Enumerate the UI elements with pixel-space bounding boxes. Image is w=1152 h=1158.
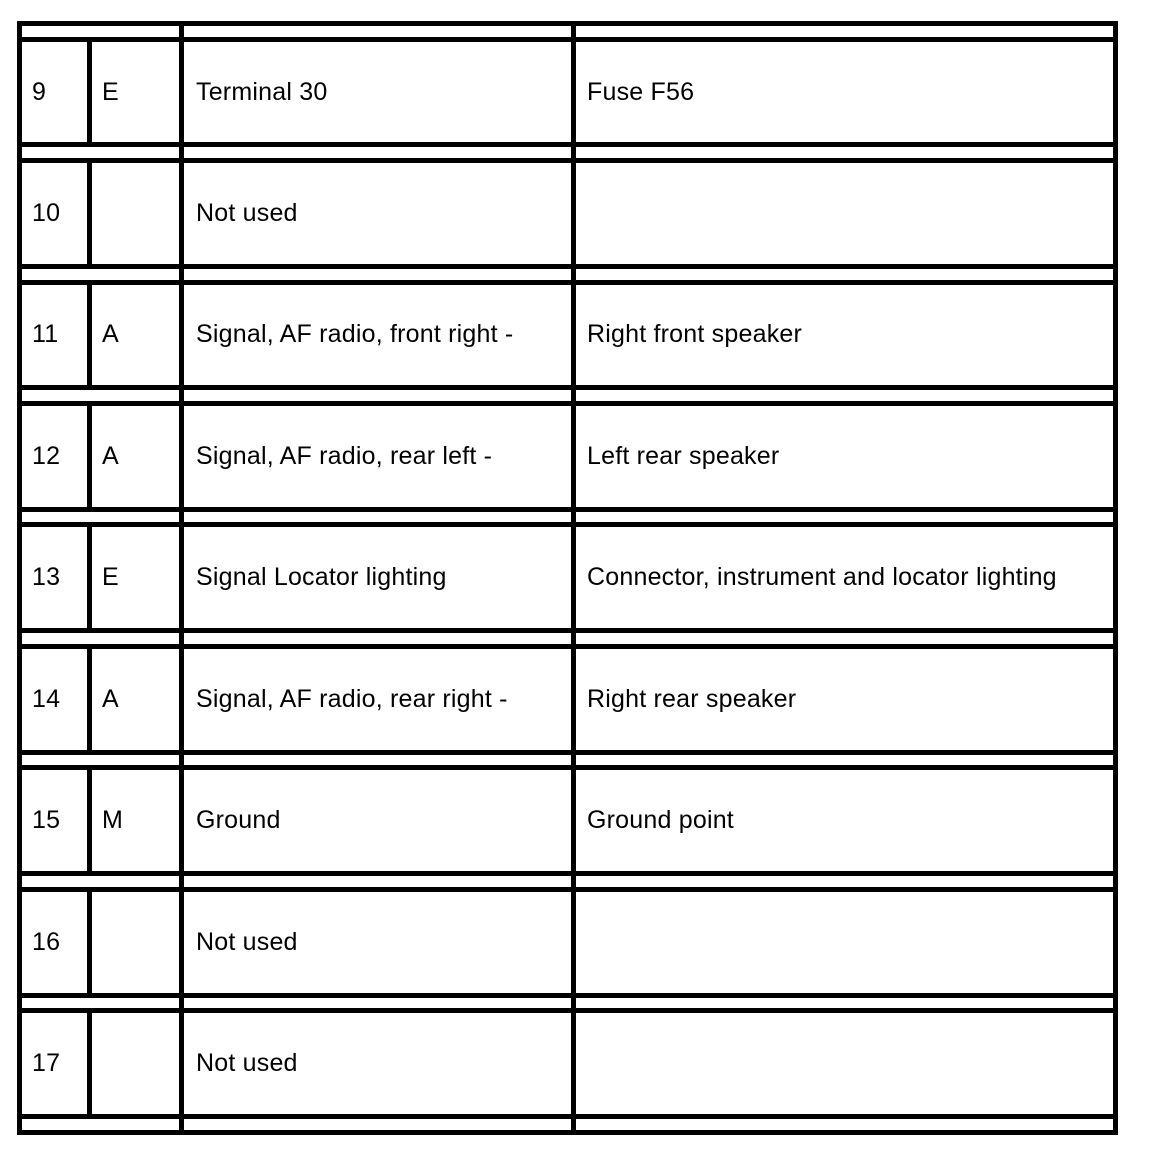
destination-cell [574, 161, 1116, 267]
table-row-pin-14 [20, 646, 1116, 752]
pin-cell [20, 995, 182, 1011]
destination-cell [574, 1011, 1116, 1117]
pin-cell: 9 [20, 39, 90, 145]
description-cell: Not used [182, 1011, 574, 1117]
description-cell: Not used [182, 889, 574, 995]
table-row-spacer [20, 1117, 1116, 1133]
type-cell: A [90, 282, 182, 388]
description-cell: Signal, AF radio, rear left - [182, 403, 574, 509]
table-row-spacer [20, 24, 1116, 40]
destination-cell [574, 266, 1116, 282]
description-cell [182, 145, 574, 161]
pin-cell [20, 266, 182, 282]
pin-cell [20, 24, 182, 40]
pin-assignment-table [17, 21, 1118, 1135]
type-cell [90, 1011, 182, 1117]
table-body [20, 24, 1116, 1133]
table-row-pin-10 [20, 161, 1116, 267]
destination-cell: Connector, instrument and locator lighting [574, 525, 1116, 631]
destination-cell [574, 752, 1116, 768]
destination-cell: Right rear speaker [574, 646, 1116, 752]
pin-cell: 12 [20, 403, 90, 509]
pin-cell: 13 [20, 525, 90, 631]
destination-cell [574, 995, 1116, 1011]
pin-cell: 17 [20, 1011, 90, 1117]
pin-cell: 15 [20, 768, 90, 874]
type-cell: E [90, 39, 182, 145]
pin-cell: 11 [20, 282, 90, 388]
type-cell: A [90, 403, 182, 509]
destination-cell [574, 388, 1116, 404]
table-row-pin-16 [20, 889, 1116, 995]
pin-cell [20, 874, 182, 890]
table-row-pin-17 [20, 1011, 1116, 1117]
destination-cell [574, 145, 1116, 161]
type-cell [90, 161, 182, 267]
type-cell [90, 889, 182, 995]
description-cell [182, 995, 574, 1011]
destination-cell [574, 631, 1116, 647]
pin-cell: 16 [20, 889, 90, 995]
description-cell [182, 388, 574, 404]
pin-cell [20, 145, 182, 161]
destination-cell [574, 1117, 1116, 1133]
pin-cell [20, 388, 182, 404]
description-cell: Not used [182, 161, 574, 267]
pin-cell [20, 631, 182, 647]
type-cell: M [90, 768, 182, 874]
table-row-spacer [20, 752, 1116, 768]
description-cell [182, 266, 574, 282]
pin-cell: 10 [20, 161, 90, 267]
destination-cell: Right front speaker [574, 282, 1116, 388]
table-row-pin-12 [20, 403, 1116, 509]
table-row-spacer [20, 995, 1116, 1011]
destination-cell: Fuse F56 [574, 39, 1116, 145]
table-row-pin-13 [20, 525, 1116, 631]
table-row-pin-15 [20, 768, 1116, 874]
pin-cell [20, 1117, 182, 1133]
description-cell [182, 752, 574, 768]
description-cell: Ground [182, 768, 574, 874]
table-row-spacer [20, 145, 1116, 161]
table-row-spacer [20, 266, 1116, 282]
table-row-spacer [20, 874, 1116, 890]
destination-cell [574, 874, 1116, 890]
destination-cell [574, 889, 1116, 995]
description-cell [182, 24, 574, 40]
type-cell: A [90, 646, 182, 752]
description-cell [182, 509, 574, 525]
description-cell [182, 631, 574, 647]
pin-cell: 14 [20, 646, 90, 752]
description-cell: Terminal 30 [182, 39, 574, 145]
type-cell: E [90, 525, 182, 631]
description-cell: Signal, AF radio, rear right - [182, 646, 574, 752]
destination-cell: Left rear speaker [574, 403, 1116, 509]
table-row-pin-11 [20, 282, 1116, 388]
description-cell: Signal Locator lighting [182, 525, 574, 631]
pin-cell [20, 509, 182, 525]
description-cell [182, 1117, 574, 1133]
table-row-spacer [20, 509, 1116, 525]
description-cell [182, 874, 574, 890]
table-row-spacer [20, 388, 1116, 404]
description-cell: Signal, AF radio, front right - [182, 282, 574, 388]
table-row-spacer [20, 631, 1116, 647]
destination-cell [574, 509, 1116, 525]
pin-cell [20, 752, 182, 768]
destination-cell [574, 24, 1116, 40]
destination-cell: Ground point [574, 768, 1116, 874]
table-row-pin-9 [20, 39, 1116, 145]
